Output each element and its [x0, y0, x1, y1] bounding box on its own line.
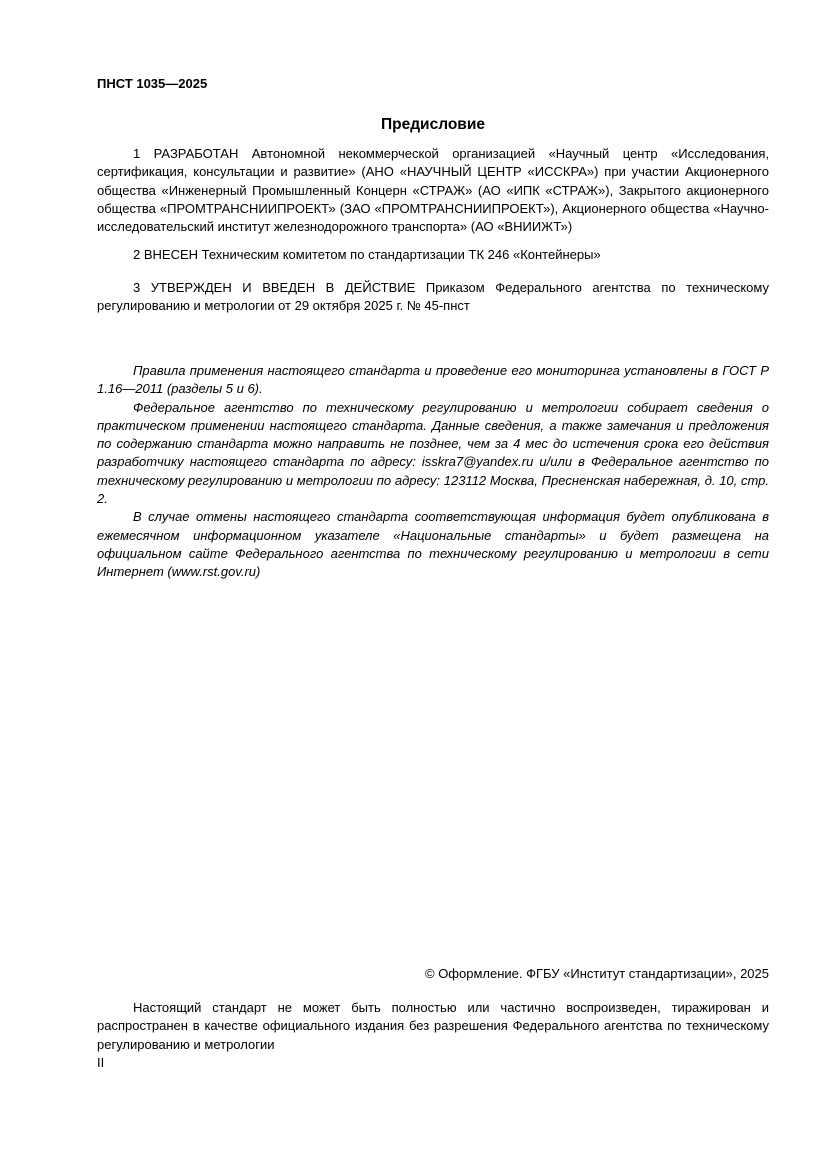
- preface-item-text: 2 ВНЕСЕН Техническим комитетом по стандартизации ТК 246 «Контейнеры»: [133, 247, 601, 262]
- application-rules-notice: [97, 362, 769, 582]
- preface-item-1: [97, 145, 769, 236]
- document-code: ПНСТ 1035—2025: [97, 76, 208, 91]
- preface-item-2: [97, 246, 769, 264]
- notice-paragraph: В случае отмены настоящего стандарта соответствующая информация будет опубликована в ежемесячном информационном указателе «Национальные стандарты» и будет размещена на официальном сайте Федерального агентства по техническому регулированию и метрологии в сети Интернет (www.rst.gov.ru): [97, 509, 769, 580]
- notice-paragraph: Федеральное агентство по техническому регулированию и метрологии собирает сведения о практическом применении настоящего стандарта. Данные сведения, а также замечания и предложения по содержанию стандарта можно направить не позднее, чем за 4 мес до истечения срока его действия разработчику настоящего стандарта по адресу: isskra7@yandex.ru и/или в Федеральное агентство по техническому регулированию и метрологии по адресу: 123112 Москва, Пресненская набережная, д. 10, стр. 2.: [97, 399, 769, 507]
- page-number: II: [97, 1055, 105, 1070]
- preface-title: Предисловие: [380, 116, 485, 133]
- preface-item-text: 1 РАЗРАБОТАН Автономной некоммерческой организацией «Научный центр «Исследования, сертификация, консультации и развитие» (АНО «НАУЧНЫЙ ЦЕНТР «ИССКРА») при участии Акционерного общества «Инженерный Промышленный Концерн «СТРАЖ» (АО «ИПК «СТРАЖ»), Закрытого акционерного общества «ПРОМТРАНСНИИПРОЕКТ» (ЗАО «ПРОМТРАНСНИИПРОЕКТ»), Акционерного общества «Научно-исследовательский институт железнодорожного транспорта» (АО «ВНИИЖТ»): [97, 146, 769, 235]
- notice-paragraph: Правила применения настоящего стандарта и проведение его мониторинга установлены в ГОСТ Р 1.16—2011 (разделы 5 и 6).: [97, 363, 769, 397]
- preface-item-3: [97, 279, 769, 316]
- preface-item-text: 3 УТВЕРЖДЕН И ВВЕДЕН В ДЕЙСТВИЕ Приказом Федерального агентства по техническому регулированию и метрологии от 29 октября 2025 г. № 45-пнст: [97, 280, 769, 314]
- reproduction-notice: [97, 999, 769, 1054]
- copyright-line: © Оформление. ФГБУ «Институт стандартизации», 2025: [425, 966, 769, 981]
- reproduction-notice-text: Настоящий стандарт не может быть полностью или частично воспроизведен, тиражирован и распространен в качестве официального издания без разрешения Федерального агентства по техническому регулированию и метрологии: [97, 1000, 769, 1052]
